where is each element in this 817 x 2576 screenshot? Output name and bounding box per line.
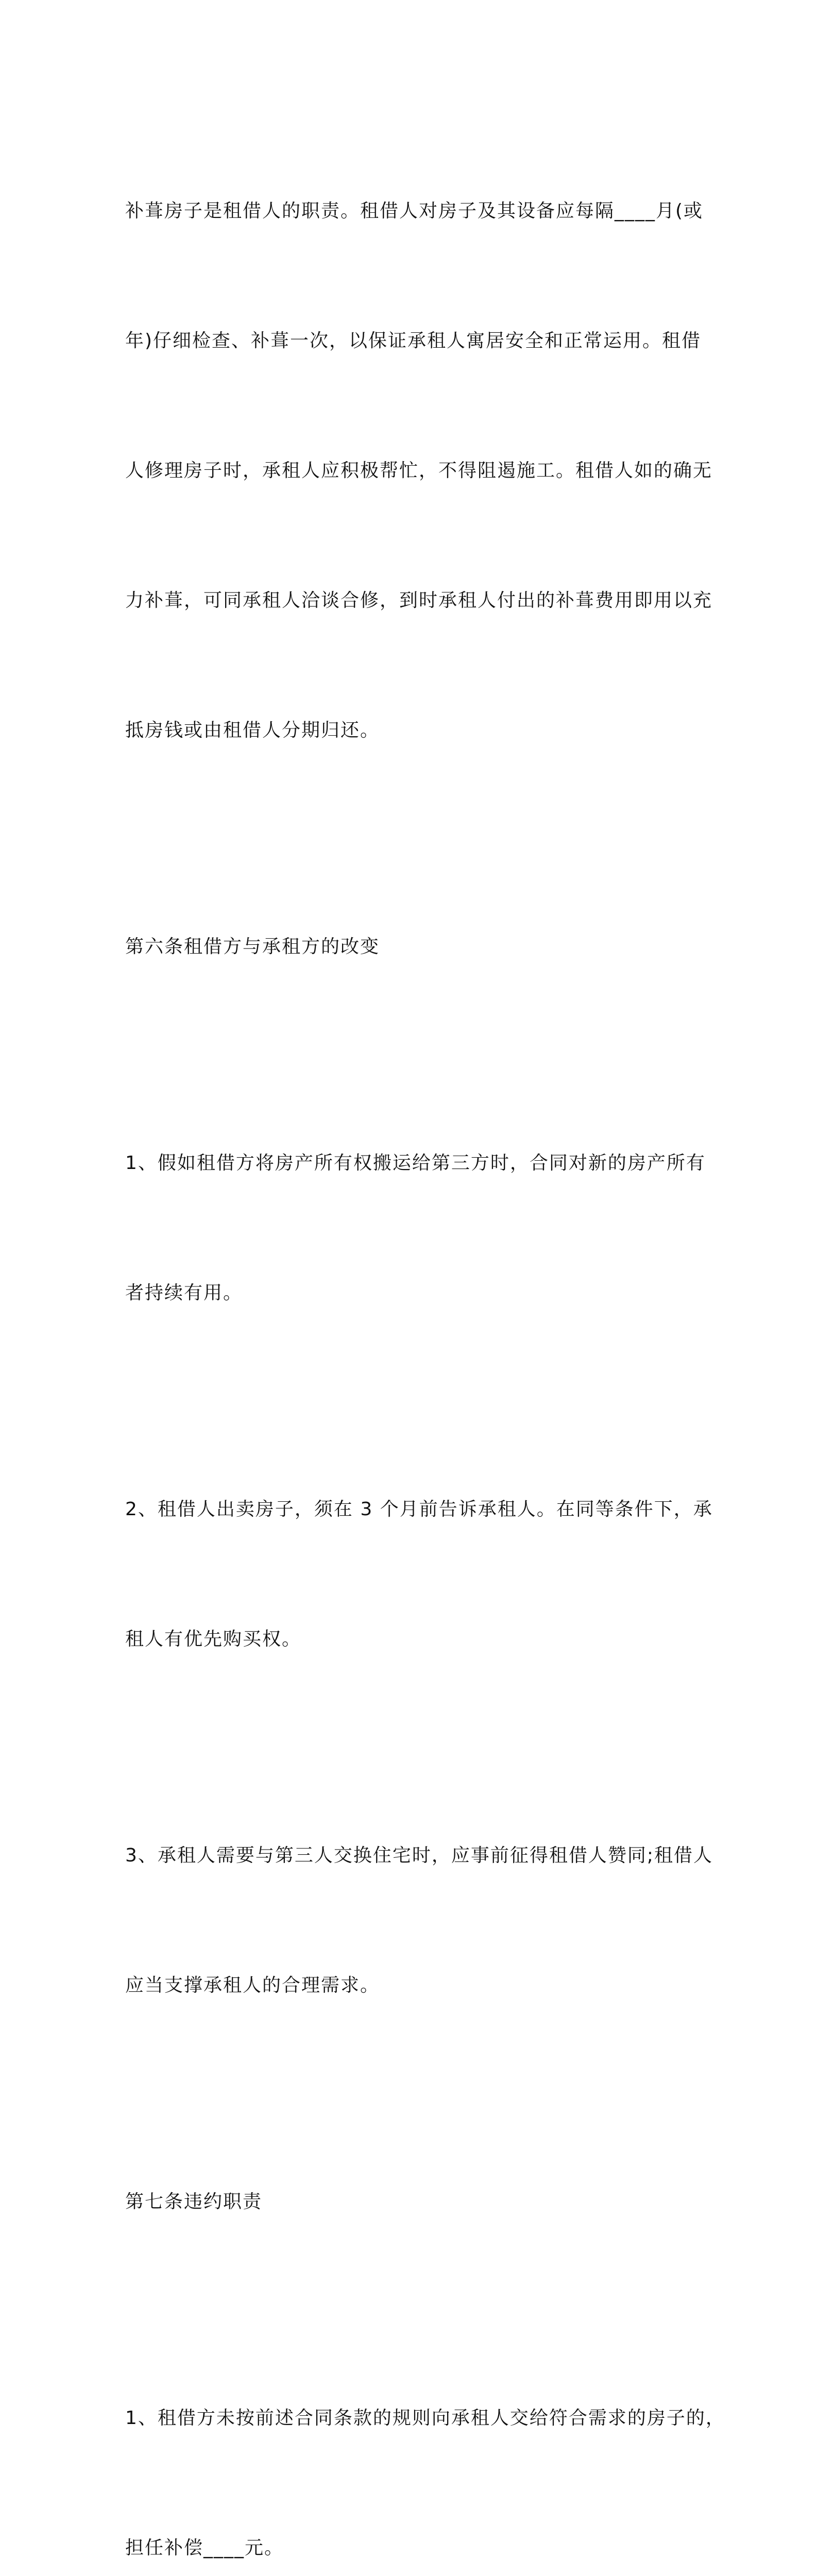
text-line: 担任补偿____元。 xyxy=(125,2537,284,2558)
paragraph-repair-duty xyxy=(125,103,713,839)
text-line: 抵房钱或由租借人分期归还。 xyxy=(125,720,380,741)
document-body xyxy=(125,103,725,2576)
text-line: 应当支撑承租人的合理需求。 xyxy=(125,1975,380,1996)
text-line: 力补葺，可同承租人洽谈合修，到时承租人付出的补葺费用即用以充 xyxy=(125,590,713,611)
text-line: 补葺房子是租借人的职责。租借人对房子及其设备应每隔____月(或 xyxy=(125,200,704,222)
clause-6-2 xyxy=(125,1401,713,1748)
text-line: 1、租借方未按前述合同条款的规则向承租人交给符合需求的房子的， xyxy=(125,2408,725,2429)
clause-7-1 xyxy=(125,2310,725,2576)
text-line: 3、承租人需要与第三人交换住宅时，应事前征得租借人赞同;租借人 xyxy=(125,1845,713,1866)
text-line: 2、租借人出卖房子，须在 3 个月前告诉承租人。在同等条件下，承 xyxy=(125,1499,713,1520)
clause-6-3 xyxy=(125,1748,713,2094)
heading-line: 第六条租借方与承租方的改变 xyxy=(125,936,380,957)
text-line: 者持续有用。 xyxy=(125,1282,243,1303)
text-line: 1、假如租借方将房产所有权搬运给第三方时，合同对新的房产所有 xyxy=(125,1153,706,1174)
heading-line: 第七条违约职责 xyxy=(125,2191,263,2212)
clause-6-1 xyxy=(125,1055,707,1401)
text-line: 租人有优先购买权。 xyxy=(125,1629,302,1650)
text-line: 人修理房子时，承租人应积极帮忙，不得阻遏施工。租借人如的确无 xyxy=(125,460,713,481)
section-heading-article-6 xyxy=(125,839,707,1055)
text-line: 年)仔细检查、补葺一次，以保证承租人寓居安全和正常运用。租借 xyxy=(125,330,702,351)
section-heading-article-7 xyxy=(125,2094,707,2310)
